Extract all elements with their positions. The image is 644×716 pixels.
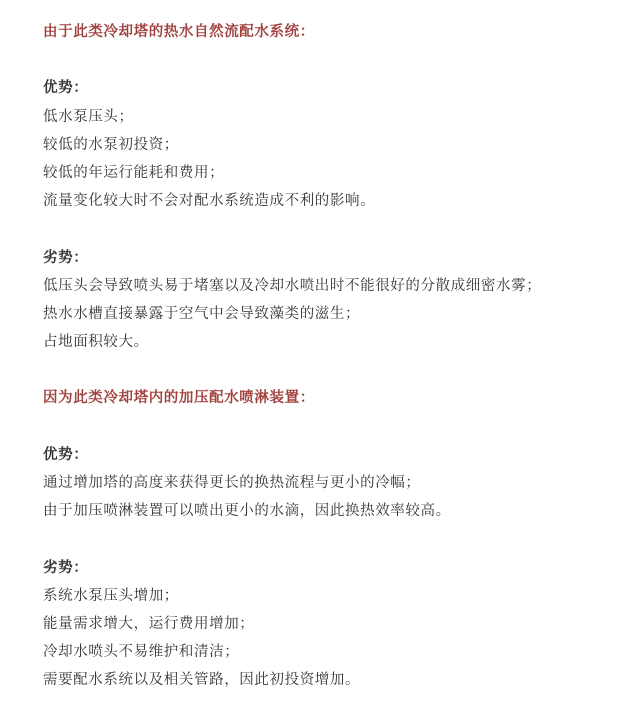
section1-disadvantage-item: 低压头会导致喷头易于堵塞以及冷却水喷出时不能很好的分散成细密水雾； xyxy=(43,277,542,294)
section1-advantage-item: 较低的水泵初投资； xyxy=(43,136,179,153)
section1-advantage-item: 低水泵压头； xyxy=(43,108,134,125)
section1-disadvantages-label: 劣势： xyxy=(43,249,89,266)
section2-advantages-label: 优势： xyxy=(43,446,89,463)
section2-advantage-item: 通过增加塔的高度来获得更长的换热流程与更小的冷幅； xyxy=(43,475,421,491)
section2-disadvantage-item: 需要配水系统以及相关管路，因此初投资增加。 xyxy=(43,672,361,689)
section2-title: 因为此类冷却塔内的加压配水喷淋装置： xyxy=(43,390,315,407)
section2-disadvantage-item: 能量需求增大，运行费用增加； xyxy=(43,615,255,632)
section1-title: 由于此类冷却塔的热水自然流配水系统： xyxy=(43,24,315,40)
section1-advantages-label: 优势： xyxy=(43,80,89,97)
section1-advantage-item: 较低的年运行能耗和费用； xyxy=(43,164,225,181)
section1-disadvantage-item: 热水水槽直接暴露于空气中会导致藻类的滋生； xyxy=(43,305,361,322)
section2-disadvantage-item: 系统水泵压头增加； xyxy=(43,587,179,604)
spacer xyxy=(43,525,644,553)
section1-advantage-item: 流量变化较大时不会对配水系统造成不利的影响。 xyxy=(43,193,376,210)
section2-disadvantage-item: 冷却水喷头不易维护和清洁； xyxy=(43,644,240,661)
spacer xyxy=(43,46,644,74)
spacer xyxy=(43,413,644,441)
section1-disadvantage-item: 占地面积较大。 xyxy=(43,334,149,351)
spacer xyxy=(43,356,644,384)
section2-disadvantages-label: 劣势： xyxy=(43,559,89,576)
spacer xyxy=(43,215,644,243)
section2-advantage-item: 由于加压喷淋装置可以喷出更小的水滴，因此换热效率较高。 xyxy=(43,503,451,520)
